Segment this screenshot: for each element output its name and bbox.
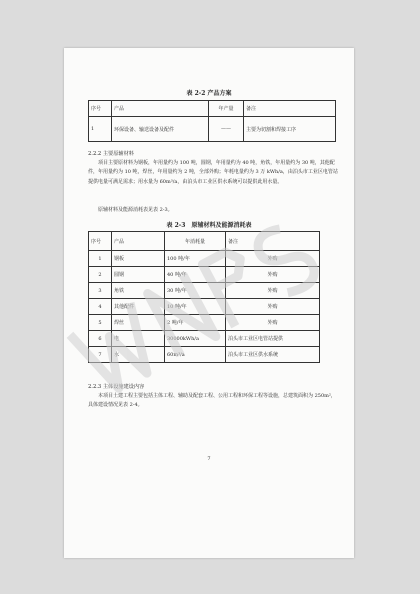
table-cell: 水 [112, 347, 165, 363]
table-2-2-title: 表 2-2 产品方案 [186, 90, 232, 97]
table-row [89, 117, 336, 142]
document-page [64, 48, 354, 558]
table-cell: 60m³/a [165, 347, 226, 363]
section-heading-2-2-2: 2.2.2 主要原辅材料 [88, 151, 134, 157]
table-row [89, 315, 320, 331]
product-plan-table [88, 100, 336, 142]
table-header: 产品 [112, 232, 165, 251]
table-cell: 1 [89, 251, 112, 267]
table-cell: 角铁 [112, 283, 165, 299]
table-2-3-title: 表 2-3 原辅材料及能源消耗表 [166, 222, 252, 229]
table-cell: 4 [89, 299, 112, 315]
table-cell: 6 [89, 331, 112, 347]
materials-paragraph: 项目主要原材料为钢板，年用量约为 100 吨，圆钢，年用量约为 40 吨，角铁，年用量约为 30 吨，其他配件，年用量约为 10 吨，焊丝，年用量约为 2 吨，全部外购；年耗电量约为 3 万 kWh/a，由泊头市工业区电管站提供电量可满足需求；用水量为 60m³/a，由泊头市工业区供水系统可以提供此用水量。 [88, 160, 338, 185]
table-cell: 10 吨/年 [165, 299, 226, 315]
table-cell: 钢板 [112, 251, 165, 267]
table-cell: 1 [89, 117, 112, 142]
table-row [89, 283, 320, 299]
construction-paragraph: 本项目土建工程主要包括主体工程、辅助及配套工程、公用工程和环保工程等设施，总建筑面积为 250m²，具体建设情况见表 2-4。 [88, 393, 336, 409]
table-cell: 外购 [226, 299, 320, 315]
table-cell: —— [209, 117, 244, 142]
table-row [89, 331, 320, 347]
table-cell: 外购 [226, 267, 320, 283]
table-cell: 3 [89, 283, 112, 299]
table-cell: 100 吨/年 [165, 251, 226, 267]
table-cell: 5 [89, 315, 112, 331]
table-cell: 其他配件 [112, 299, 165, 315]
table-cell: 圆钢 [112, 267, 165, 283]
table-header: 序号 [89, 232, 112, 251]
table-cell: 40 吨/年 [165, 267, 226, 283]
table-header: 序号 [89, 101, 112, 117]
table-cell: 泊头市工业区供水系统 [226, 347, 320, 363]
table-cell: 30 吨/年 [165, 283, 226, 299]
table-cell: 2 [89, 267, 112, 283]
table-cell: 外购 [226, 315, 320, 331]
table-header: 备注 [226, 232, 320, 251]
table-header: 备注 [244, 101, 336, 117]
table-row [89, 267, 320, 283]
table-cell: 2 吨/年 [165, 315, 226, 331]
table-row [89, 347, 320, 363]
table-cell: 30000kWh/a [165, 331, 226, 347]
table-cell: 电 [112, 331, 165, 347]
table-cell: 环保设备、输送设备及配件 [112, 117, 209, 142]
section-heading-2-2-3: 2.2.3 主体设施建设内容 [88, 384, 145, 390]
page-number: 7 [207, 456, 211, 462]
table-header: 年产量 [209, 101, 244, 117]
table-header: 年消耗量 [165, 232, 226, 251]
materials-paragraph-ref: 原辅材料及能源消耗表见表 2-3。 [98, 207, 173, 213]
table-row [89, 299, 320, 315]
table-cell: 7 [89, 347, 112, 363]
table-cell: 外购 [226, 283, 320, 299]
table-cell: 泊头市工业区电管站提供 [226, 331, 320, 347]
materials-energy-table [88, 231, 320, 363]
table-row [89, 251, 320, 267]
table-header: 产品 [112, 101, 209, 117]
table-cell: 焊丝 [112, 315, 165, 331]
table-cell: 主要为切割和焊接工序 [244, 117, 336, 142]
table-cell: 外购 [226, 251, 320, 267]
